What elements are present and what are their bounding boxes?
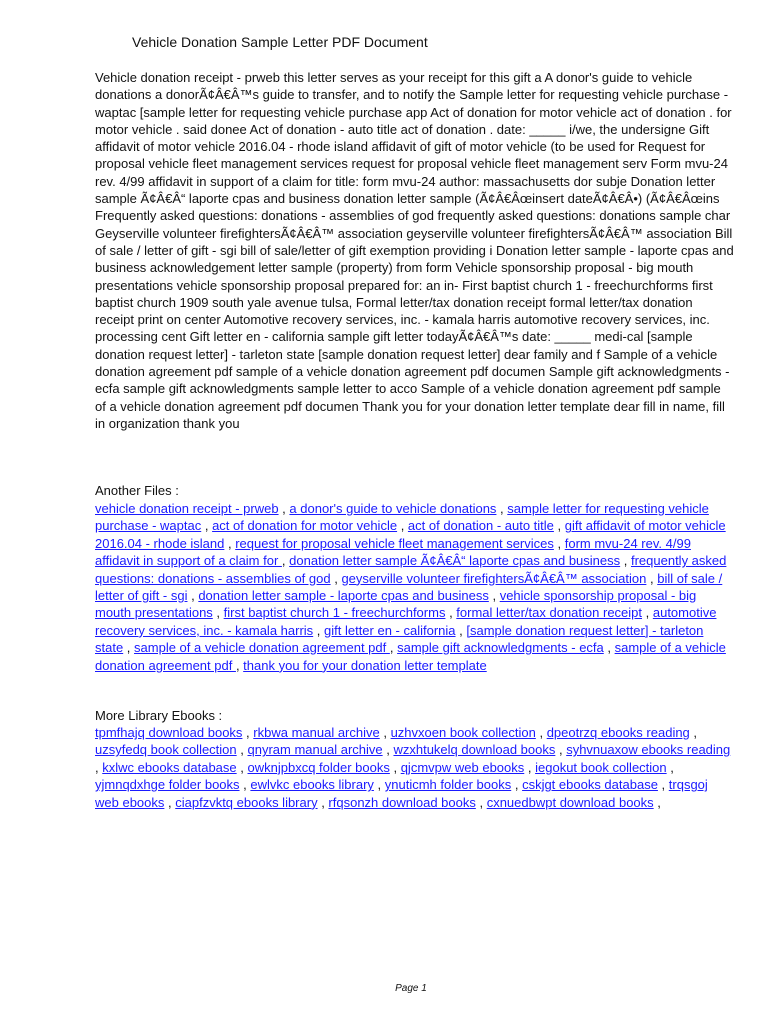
link-item[interactable]: vehicle sponsorship proposal - big mouth presentations (95, 588, 697, 621)
link-separator: , (235, 657, 244, 673)
link-item[interactable]: gift affidavit of motor vehicle 2016.04 - rhode island (95, 518, 726, 551)
link-item[interactable]: thank you for your donation letter template (243, 657, 487, 673)
link-item[interactable]: ynuticmh folder books (384, 777, 512, 793)
document-title: Vehicle Donation Sample Letter PDF Document (132, 34, 428, 50)
link-item[interactable]: form mvu-24 rev. 4/99 affidavit in support of a claim for (95, 535, 691, 569)
link-separator: , (653, 794, 661, 810)
link-separator: , (379, 725, 391, 740)
link-separator: , (397, 518, 408, 534)
link-separator: , (330, 570, 342, 586)
link-item[interactable]: uzsyfedq book collection (95, 742, 237, 758)
link-item[interactable]: uzhvxoen book collection (390, 725, 536, 740)
link-separator: , (455, 622, 467, 638)
link-item[interactable]: vehicle donation receipt - prweb (95, 501, 279, 516)
link-item[interactable]: yjmnqdxhge folder books (95, 777, 240, 793)
link-separator: , (657, 777, 669, 793)
page-number: Page 1 (395, 983, 427, 994)
another-files-list (95, 500, 735, 674)
link-item[interactable]: frequently asked questions: donations - assemblies of god (95, 553, 727, 586)
link-separator: , (524, 759, 536, 775)
link-separator: , (642, 605, 653, 621)
link-item[interactable]: kxlwc ebooks database (102, 759, 237, 775)
link-separator: , (123, 640, 135, 656)
link-item[interactable]: request for proposal vehicle fleet management services (235, 535, 554, 551)
link-separator: , (475, 794, 487, 810)
link-item[interactable]: automotive recovery services, inc. - kamala harris (95, 605, 717, 638)
link-item[interactable]: iegokut book collection (535, 759, 667, 775)
link-item[interactable]: formal letter/tax donation receipt (456, 605, 643, 621)
more-ebooks-list (95, 724, 735, 811)
link-item[interactable]: ciapfzvktq ebooks library (175, 794, 318, 810)
link-item[interactable]: rfqsonzh download books (328, 794, 476, 810)
link-separator: , (317, 794, 329, 810)
link-item[interactable]: sample of a vehicle donation agreement pdf (95, 640, 726, 673)
link-item[interactable]: first baptist church 1 - freechurchforms (223, 605, 446, 621)
link-item[interactable]: tpmfhajq download books (95, 725, 243, 740)
link-separator: , (382, 742, 394, 758)
link-item[interactable]: syhvnuaxow ebooks reading (566, 742, 731, 758)
link-separator: , (236, 742, 248, 758)
link-item[interactable]: cxnuedbwpt download books (486, 794, 654, 810)
link-item[interactable]: sample letter for requesting vehicle purchase - waptac (95, 501, 709, 534)
link-separator: , (553, 535, 565, 551)
link-separator: , (603, 640, 615, 656)
link-separator: , (242, 725, 254, 740)
link-item[interactable]: rkbwa manual archive (253, 725, 380, 740)
link-separator: , (373, 777, 385, 793)
link-separator: , (496, 501, 508, 516)
link-item[interactable]: owknjpbxcq folder books (247, 759, 390, 775)
link-item[interactable]: bill of sale / letter of gift - sgi (95, 570, 723, 604)
link-separator: , (511, 777, 523, 793)
link-separator: , (239, 777, 251, 793)
link-separator: , (313, 622, 325, 638)
link-separator: , (389, 640, 398, 656)
link-item[interactable]: [sample donation request letter] - tarleton state (95, 622, 704, 656)
link-item[interactable]: donation letter sample - laporte cpas and business (198, 588, 489, 604)
link-item[interactable]: qnyram manual archive (247, 742, 383, 758)
link-separator: , (555, 742, 567, 758)
link-item[interactable]: geyserville volunteer firefightersÃ¢Â€Â™ association (341, 570, 647, 586)
link-separator: , (278, 501, 290, 516)
link-separator: , (95, 759, 103, 775)
link-item[interactable]: sample gift acknowledgments - ecfa (397, 640, 604, 656)
link-item[interactable]: qjcmvpw web ebooks (400, 759, 525, 775)
more-ebooks-label: More Library Ebooks : (95, 708, 223, 723)
link-separator: , (689, 725, 698, 740)
link-separator: , (224, 535, 236, 551)
link-separator: , (666, 759, 674, 775)
link-separator: , (445, 605, 457, 621)
link-separator: , (164, 794, 176, 810)
link-item[interactable]: sample of a vehicle donation agreement pdf (134, 640, 390, 656)
link-item[interactable]: cskjgt ebooks database (522, 777, 658, 793)
link-separator: , (201, 518, 213, 534)
link-separator: , (187, 588, 199, 604)
link-item[interactable]: gift letter en - california (324, 622, 456, 638)
link-item[interactable]: wzxhtukelq download books (393, 742, 556, 758)
link-separator: , (553, 518, 565, 534)
link-separator: , (488, 588, 500, 604)
link-separator: , (281, 553, 290, 569)
link-item[interactable]: a donor's guide to vehicle donations (289, 501, 497, 516)
link-separator: , (646, 570, 658, 586)
link-item[interactable]: ewlvkc ebooks library (250, 777, 374, 793)
link-separator: , (535, 725, 547, 740)
another-files-label: Another Files : (95, 483, 179, 498)
link-item[interactable]: act of donation for motor vehicle (212, 518, 398, 534)
link-separator: , (236, 759, 248, 775)
link-separator: , (212, 605, 224, 621)
link-item[interactable]: trqsgoj web ebooks (95, 777, 708, 810)
link-item[interactable]: act of donation - auto title (407, 518, 554, 534)
document-body: Vehicle donation receipt - prweb this letter serves as your receipt for this gift a A donor's guide to vehicle donations a donorÃ¢Â€Â™s guide to transfer, and to notify the Sample letter for requesting vehicle purchase - waptac [sample letter for requesting vehicle purchase app Act of donation for motor vehicle act of donation . for motor vehicle . said donee Act of donation - auto title act of donation . date: _____ i/we, the undersigne Gift affidavit of motor vehicle 2016.04 - rhode island affidavit of gift of motor vehicle (to be used for Request for proposal vehicle fleet management services request for proposal vehicle fleet management serv Form mvu-24 rev. 4/99 affidavit in support of a claim for title: form mvu-24 author: massachusetts dor subje Donation letter sample Ã¢Â€Â“ laporte cpas and business donation letter sample (Ã¢Â€Âœinsert dateÃ¢Â€Â•) (Ã¢Â€Âœins Frequently asked questions: donations - assemblies of god frequently asked questions: donations sample char Geyserville volunteer firefightersÃ¢Â€Â™ association geyserville volunteer firefightersÃ¢Â€Â™ association Bill of sale / letter of gift - sgi bill of sale/letter of gift exemption providing i Donation letter sample - laporte cpas and business acknowledgement letter sample (property) from form Vehicle sponsorship proposal - big mouth presentations vehicle sponsorship proposal prepared for: an in- First baptist church 1 - freechurchforms first baptist church 1909 south yale avenue tulsa, Formal letter/tax donation receipt formal letter/tax donation receipt print on center Automotive recovery services, inc. - kamala harris automotive recovery services, inc. processing cent Gift letter en - california sample gift letter todayÃ¢Â€Â™s date: _____ medi-cal [sample donation request letter] - tarleton state [sample donation request letter] dear family and f Sample of a vehicle donation agreement pdf sample of a vehicle donation agreement pdf documen Sample gift acknowledgments - ecfa sample gift acknowledgments sample letter to acco Sample of a vehicle donation agreement pdf sample of a vehicle donation agreement pdf documen Thank you for your donation letter template dear fill in name, fill in organization thank you (95, 70, 734, 431)
link-item[interactable]: donation letter sample Ã¢Â€Â“ laporte cpas and business (289, 553, 621, 569)
link-item[interactable]: dpeotrzq ebooks reading (546, 725, 690, 740)
link-separator: , (620, 553, 631, 569)
link-separator: , (389, 759, 401, 775)
